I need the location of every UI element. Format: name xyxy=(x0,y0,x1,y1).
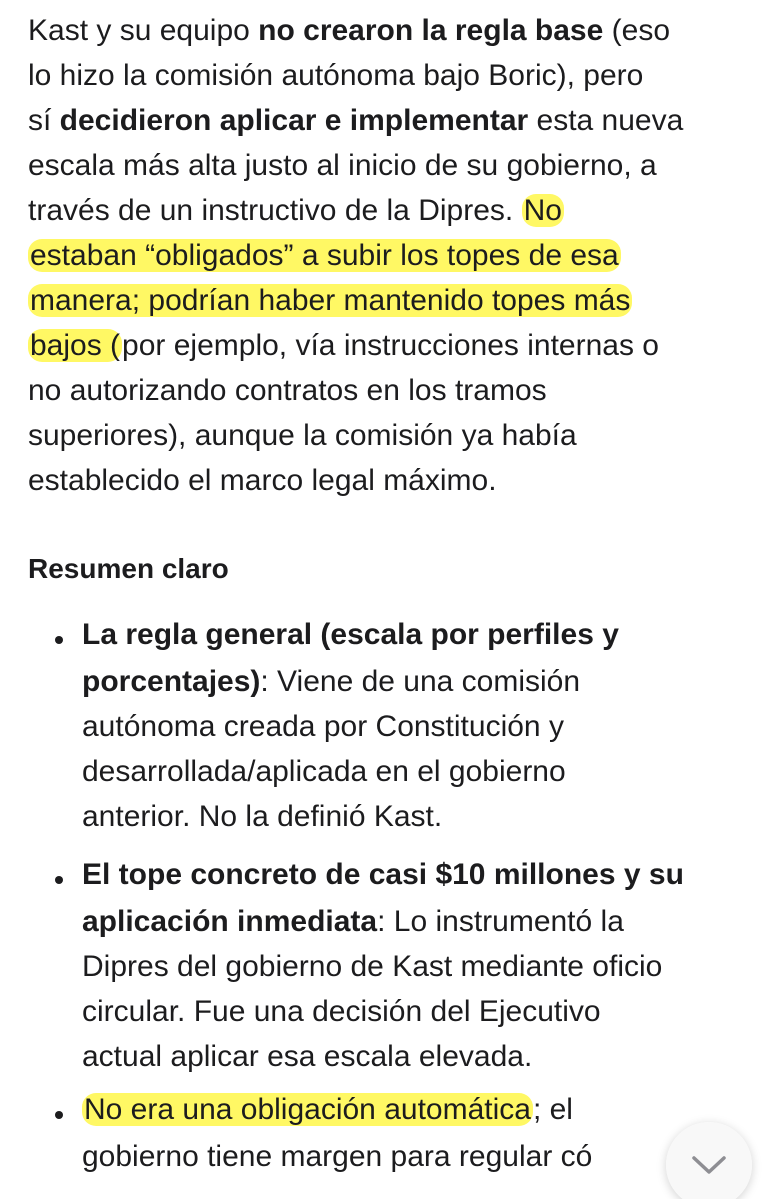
paragraph-line xyxy=(28,413,577,459)
paragraph-line xyxy=(28,323,659,369)
text-span: superiores), aunque la comisión ya había xyxy=(28,419,577,452)
paragraph-line xyxy=(28,8,670,54)
highlighted-text: bajos ( xyxy=(30,329,121,362)
bullet-line xyxy=(82,1093,573,1127)
bold-text: no crearon la regla base xyxy=(258,14,604,47)
highlighted-text: estaban “obligados” a subir los topes de esa xyxy=(30,239,619,272)
bullet-dot-icon xyxy=(55,1111,63,1119)
paragraph-line xyxy=(28,53,643,99)
bullet-line xyxy=(82,618,619,652)
bullet-line xyxy=(82,800,442,834)
text-span: Kast y su equipo xyxy=(28,14,259,47)
chevron-down-icon xyxy=(691,1154,727,1176)
text-span: escala más alta justo al inicio de su gobierno, a xyxy=(28,149,657,182)
text-span: esta nueva xyxy=(528,104,684,137)
bullet-line xyxy=(82,665,580,699)
bullet-line xyxy=(82,905,624,939)
text-span: circular. Fue una decisión del Ejecutivo xyxy=(82,995,601,1028)
bullet-line xyxy=(82,755,566,789)
text-span: por ejemplo, vía instrucciones internas o xyxy=(122,329,659,362)
bold-text: aplicación inmediata xyxy=(82,905,378,938)
paragraph-line xyxy=(28,458,497,504)
text-span: actual aplicar esa escala elevada. xyxy=(82,1040,533,1073)
summary-heading: Resumen claro xyxy=(28,553,229,584)
bold-text: decidieron aplicar e implementar xyxy=(59,104,529,137)
bullet-dot-icon xyxy=(55,636,63,644)
paragraph-line xyxy=(28,188,564,234)
bold-text: El tope concreto de casi $10 millones y su xyxy=(82,858,684,891)
bullet-dot-icon xyxy=(55,876,63,884)
bullet-line xyxy=(82,950,662,984)
highlighted-text: No era una obligación automática xyxy=(84,1093,531,1126)
text-span: desarrollada/aplicada en el gobierno xyxy=(82,755,566,788)
paragraph-line xyxy=(28,368,547,414)
text-span: lo hizo la comisión autónoma bajo Boric), pero xyxy=(28,59,644,92)
text-span: no autorizando contratos en los tramos xyxy=(28,374,547,407)
text-span: ; el xyxy=(532,1093,573,1126)
text-span: gobierno tiene margen para regular có xyxy=(82,1140,593,1173)
text-span: anterior. No la definió Kast. xyxy=(82,800,443,833)
scroll-down-button[interactable] xyxy=(666,1122,752,1199)
text-span: : Viene de una comisión xyxy=(260,665,581,698)
text-span: : Lo instrumentó la xyxy=(377,905,624,938)
text-span: (eso xyxy=(603,14,671,47)
text-span: establecido el marco legal máximo. xyxy=(28,464,497,497)
bullet-line xyxy=(82,1040,532,1074)
paragraph-line xyxy=(28,278,632,324)
bullet-line xyxy=(82,995,601,1029)
paragraph-line xyxy=(28,233,621,279)
bold-text: La regla general (escala por perfiles y xyxy=(82,618,619,651)
text-span: autónoma creada por Constitución y xyxy=(82,710,564,743)
paragraph-line xyxy=(28,98,683,144)
text-span: sí xyxy=(28,104,60,137)
highlighted-text: No xyxy=(523,194,562,227)
bullet-line xyxy=(82,1140,592,1174)
text-span: través de un instructivo de la Dipres. xyxy=(28,194,522,227)
bullet-line xyxy=(82,710,564,744)
bullet-line xyxy=(82,858,684,892)
paragraph-line xyxy=(28,143,657,189)
highlighted-text: manera; podrían haber mantenido topes más xyxy=(30,284,631,317)
bold-text: porcentajes) xyxy=(82,665,261,698)
text-span: Dipres del gobierno de Kast mediante oficio xyxy=(82,950,663,983)
